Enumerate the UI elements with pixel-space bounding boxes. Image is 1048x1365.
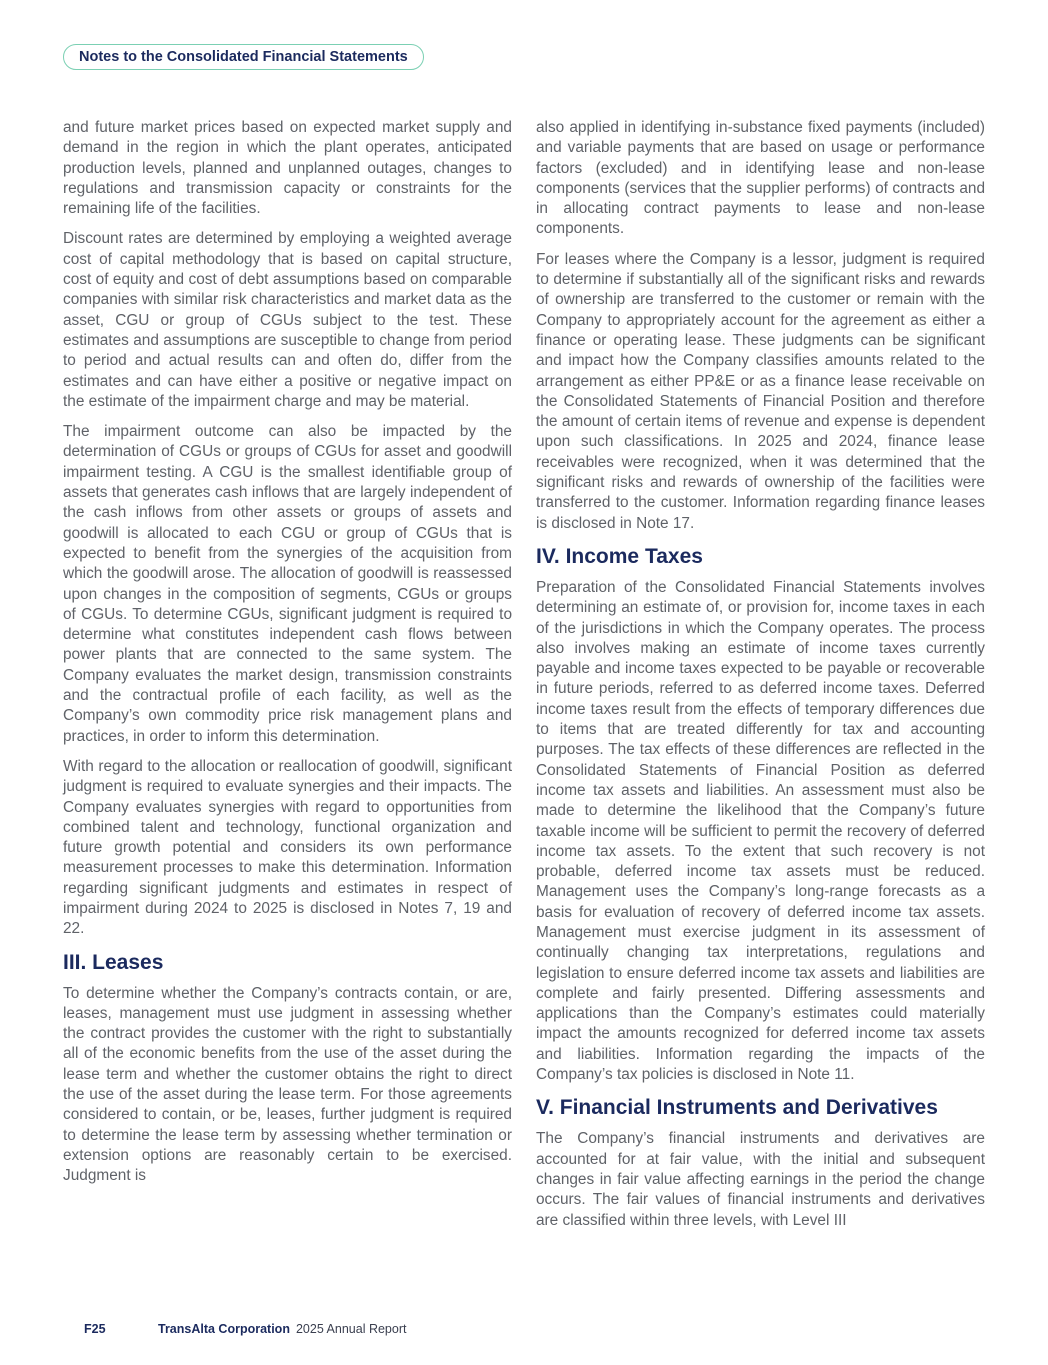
page-number: F25 [84,1322,106,1336]
paragraph: With regard to the allocation or reallocation of goodwill, significant judgment is required to evaluate synergies and their impacts. The Company evaluates synergies with regard to opportunities from combined talent and technology, functional organization and future growth potential and considers its own performance measurement processes to make this determination. Information regarding significant judgments and estimates in respect of impairment during 2024 to 2025 is disclosed in Notes 7, 19 and 22. [63,757,512,938]
financial-instruments-heading: V. Financial Instruments and Derivatives [536,1096,938,1120]
paragraph: For leases where the Company is a lessor, judgment is required to determine if substantially all of the significant risks and rewards of ownership are transferred to the customer or remain with the Company to appropriately account for the agreement as either a finance or operating lease. These judgments can be significant and impact how the Company classifies amounts related to the arrangement as either PP&E or as a finance lease receivable on the Consolidated Statements of Financial Position and therefore the amount of certain items of revenue and expense is dependent upon such classifications. In 2025 and 2024, finance lease receivables were recognized, when it was determined that the significant risks and rewards of ownership of the facilities were transferred to the customer. Information regarding finance leases is disclosed in Note 17. [536,250,985,532]
paragraph: also applied in identifying in-substance fixed payments (included) and variable payments that are based on usage or performance factors (excluded) and in identifying lease and non-lease components (services that the supplier performs) of contracts and in allocating contract payments to lease and non-lease components. [536,119,985,238]
paragraph: The impairment outcome can also be impacted by the determination of CGUs or groups of CGUs for asset and goodwill impairment testing. A CGU is the smallest identifiable group of assets that generates cash inflows that are largely independent of the cash inflows from other assets or groups of assets and goodwill is allocated to each CGU or group of CGUs that is expected to benefit from the synergies of the acquisition from which the goodwill arose. The allocation of goodwill is reassessed upon changes in the composition of segments, CGUs or groups of CGUs. To determine CGUs, significant judgment is required to determine what constitutes independent cash flows between power plants that are connected to the same system. The Company evaluates the market design, transmission constraints and the contractual profile of each facility, as well as the Company’s own commodity price risk management plans and practices, in order to inform this determination. [63,423,512,745]
paragraph: Discount rates are determined by employing a weighted average cost of capital methodology that is based on capital structure, cost of equity and cost of debt assumptions based on comparable companies with similar risk characteristics and market data as the asset, CGU or group of CGUs subject to the test. These estimates and assumptions are susceptible to change from period to period and actual results can and often do, differ from the estimates and can have either a positive or negative impact on the estimate of the impairment charge and may be material. [63,230,512,410]
section-header-pill [63,44,424,70]
company-name: TransAlta Corporation [158,1322,290,1336]
paragraph: Preparation of the Consolidated Financial Statements involves determining an estimate of, or provision for, income taxes in each of the jurisdictions in which the Company operates. The process also involves making an estimate of income taxes currently payable and income taxes expected to be payable or recoverable in future periods, referred to as deferred income taxes. Deferred income taxes result from the effects of temporary differences due to items that are treated differently for tax and accounting purposes. The tax effects of these differences are reflected in the Consolidated Statements of Financial Position as deferred income tax assets and liabilities. An assessment must also be made to determine the likelihood that the Company’s future taxable income will be sufficient to permit the recovery of deferred income tax assets. To the extent that such recovery is not probable, deferred income tax assets must be reduced. Management uses the Company’s long-range forecasts as a basis for evaluation of recovery of deferred income tax assets. Management must exercise judgment in its assessment of continually changing tax interpretations, regulations and legislation to ensure deferred income tax assets and liabilities are complete and fairly presented. Differing assessments and applications than the Company’s estimates could materially impact the amounts recognized for deferred income tax assets and liabilities. Information regarding the impacts of the Company’s tax policies is disclosed in Note 11. [536,578,985,1084]
right-column [536,118,985,1241]
page-footer [84,1322,406,1336]
report-name: 2025 Annual Report [295,1322,407,1336]
income-taxes-heading: IV. Income Taxes [536,544,703,568]
left-column [63,118,512,1197]
paragraph: The Company’s financial instruments and derivatives are accounted for at fair value, with the initial and subsequent changes in fair value affecting earnings in the period the change occurs. The fair values of financial instruments and derivatives are classified within three levels, with Level III [536,1130,985,1229]
paragraph: and future market prices based on expected market supply and demand in the region in which the plant operates, anticipated production levels, planned and unplanned outages, changes to regulations and transmission capacity or constraints for the remaining life of the facilities. [63,119,512,218]
paragraph: To determine whether the Company’s contracts contain, or are, leases, management must use judgment in assessing whether the contract provides the customer with the right to substantially all of the economic benefits from the use of the asset during the lease term and whether the customer obtains the right to direct the use of the asset during the lease term. For those agreements considered to contain, or be, leases, further judgment is required to determine the lease term by assessing whether termination or extension options are reasonably certain to be exercised. Judgment is [63,984,512,1185]
section-header-title: Notes to the Consolidated Financial Statements [79,49,408,65]
leases-heading: III. Leases [63,950,164,974]
